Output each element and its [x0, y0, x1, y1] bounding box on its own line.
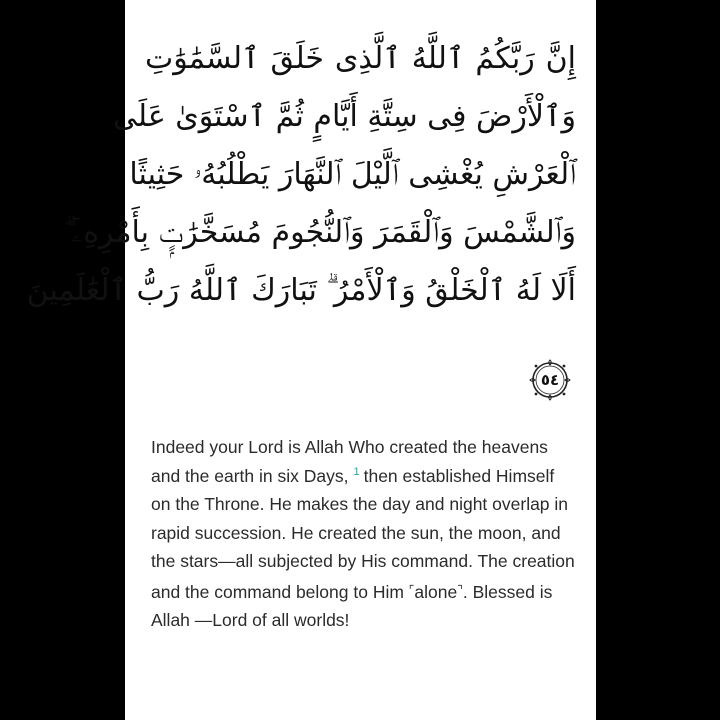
arabic-line-3: ٱلْعَرْشِ يُغْشِى ٱلَّيْلَ ٱلنَّهَارَ يَطْلُبُهُۥ حَثِيثًا [129, 157, 576, 192]
bracket-close: ⌝ [457, 582, 463, 597]
arabic-line-1: إِنَّ رَبَّكُمُ ٱللَّهُ ٱلَّذِى خَلَقَ ٱلسَّمَٰوَٰتِ [145, 41, 576, 76]
bracketed-word: alone [414, 581, 458, 602]
arabic-line-4: وَٱلشَّمْسَ وَٱلْقَمَرَ وَٱلنُّجُومَ مُسَخَّرَٰتٍۭ بِأَمْرِهِۦٓ ۗ [64, 215, 576, 250]
bracket-open: ⌜ [408, 582, 415, 597]
ayah-end-marker [528, 358, 572, 402]
translation-part-1: Indeed your Lord is Allah Who created the heavens and the earth in six Days, [151, 437, 548, 486]
arabic-line-5: أَلَا لَهُ ٱلْخَلْقُ وَٱلْأَمْرُ ۗ تَبَارَكَ ٱللَّهُ رَبُّ ٱلْعَٰلَمِينَ [26, 273, 576, 308]
verse-page [26, 0, 596, 720]
translation-part-3: . Blessed is Allah —Lord of all worlds! [151, 581, 553, 630]
translation-text [151, 433, 576, 635]
translation-part-2: then established Himself on the Throne. He makes the day and night overlap in rapid succession. He created the sun, the moon, and the stars—all subjected by His command. The creation and the command belong to Him [151, 465, 575, 602]
ayah-number: ٥٤ [540, 371, 560, 389]
footnote-link[interactable]: 1 [353, 465, 360, 478]
arabic-line-2: وَٱلْأَرْضَ فِى سِتَّةِ أَيَّامٍ ثُمَّ ٱسْتَوَىٰ عَلَى [112, 99, 576, 134]
arabic-verse [26, 30, 576, 320]
